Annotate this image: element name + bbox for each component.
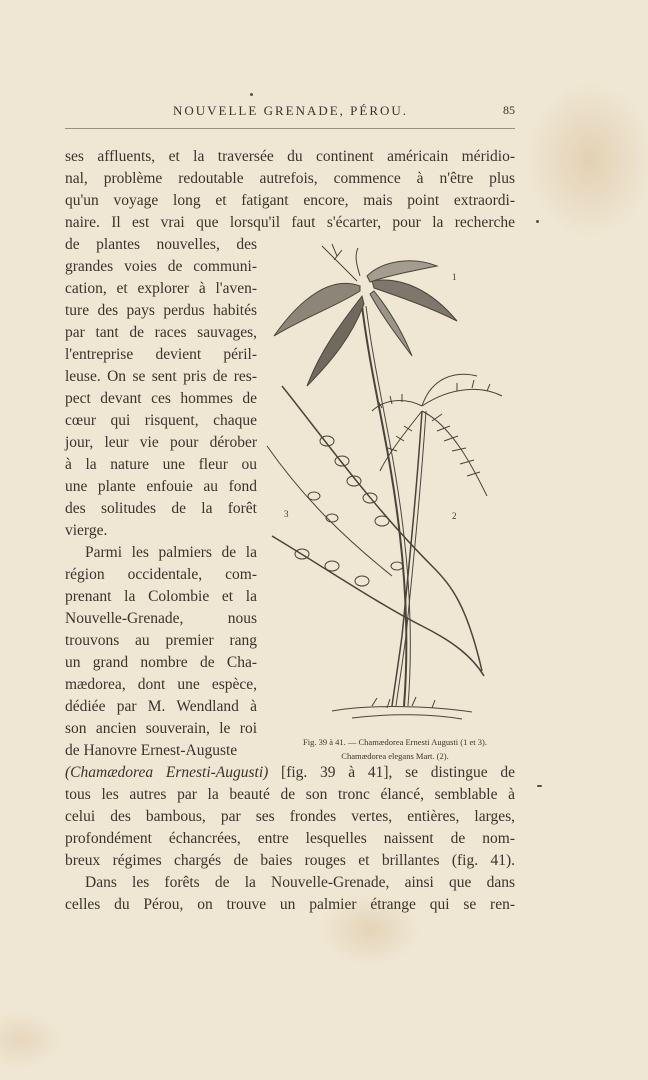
- text-line: région occidentale, com-: [65, 566, 257, 583]
- text-line: trouvons au premier rang: [65, 632, 257, 649]
- text-line: pect devant ces hommes de: [65, 390, 257, 407]
- text-line: ture des pays perdus habités: [65, 302, 257, 319]
- ink-speck: [537, 785, 542, 787]
- text-line: cœur qui risquent, chaque: [65, 412, 257, 429]
- figure-caption-line-2: Chamædorea elegans Mart. (2).: [341, 751, 449, 761]
- text-line: dédiée par M. Wendland à: [65, 698, 257, 715]
- running-title: NOUVELLE GRENADE, PÉROU.: [173, 103, 409, 118]
- berry: [325, 561, 339, 571]
- figure-label-3: 3: [284, 509, 289, 519]
- palm-stem: [396, 411, 426, 706]
- text-line: leuse. On se sent pris de res-: [65, 368, 257, 385]
- fruiting-branch: [282, 386, 482, 671]
- text-line: profondément échancrées, entre lesquelles naissent de nom-: [65, 830, 515, 847]
- figure-label-2: 2: [452, 511, 457, 521]
- palm-stem: [366, 306, 410, 706]
- text-line: ses affluents, et la traversée du continent américain méridio-: [65, 148, 515, 165]
- text-line: un grand nombre de Cha-: [65, 654, 257, 671]
- species-name: (Chamædorea Ernesti-Augusti): [65, 764, 269, 781]
- text-line: qu'un voyage long et fatigant encore, mais point extraordi-: [65, 192, 515, 209]
- text-line: des solitudes de la forêt: [65, 500, 257, 517]
- text-line: Dans les forêts de la Nouvelle-Grenade, ainsi que dans: [85, 874, 515, 891]
- palm-frond: [356, 248, 360, 276]
- text-line: prenant la Colombie et la: [65, 588, 257, 605]
- text-line: vierge.: [65, 522, 108, 539]
- berry: [391, 562, 403, 570]
- berry: [355, 576, 369, 586]
- text-fragment: [fig. 39 à 41], se distingue de: [281, 764, 515, 781]
- text-line: l'entreprise devient péril-: [65, 346, 257, 363]
- running-header: [65, 103, 515, 123]
- page-number: 85: [503, 103, 515, 117]
- text-line: celles du Pérou, on trouve un palmier étrange qui se ren-: [65, 896, 515, 913]
- frond-leaflets: [378, 380, 490, 476]
- figure-caption-line-1: Fig. 39 à 41. — Chamædorea Ernesti Augusti (1 et 3).: [303, 737, 487, 747]
- text-line: cation, et explorer à l'aven-: [65, 280, 257, 297]
- palm-engraving: [262, 236, 524, 741]
- text-line: grandes voies de communi-: [65, 258, 257, 275]
- berry: [335, 456, 349, 466]
- text-line: nal, problème redoutable autrefois, commence à n'être plus: [65, 170, 515, 187]
- text-line: celui des bambous, par ses frondes vertes, entières, larges,: [65, 808, 515, 825]
- figure-label-1: 1: [452, 272, 457, 282]
- text-line: une plante enfouie au fond: [65, 478, 257, 495]
- palm-frond: [322, 244, 357, 281]
- text-line: de plantes nouvelles, des: [65, 236, 257, 253]
- text-line: par tant de races sauvages,: [65, 324, 257, 341]
- text-line: naire. Il est vrai que lorsqu'il faut s'écarter, pour la recherche: [65, 214, 515, 231]
- ink-speck: [536, 220, 539, 223]
- text-line: jour, leur vie pour dérober: [65, 434, 257, 451]
- text-line: [65, 763, 515, 783]
- text-line: son ancien souverain, le roi: [65, 720, 257, 737]
- ink-speck: [250, 93, 253, 96]
- header-rule: [65, 128, 515, 129]
- text-line: Nouvelle-Grenade, nous: [65, 610, 257, 627]
- text-line: à la nature une fleur ou: [65, 456, 257, 473]
- text-line: Parmi les palmiers de la: [85, 544, 257, 561]
- berry: [375, 516, 389, 526]
- fruiting-branch: [272, 536, 484, 676]
- text-line: mædorea, dont une espèce,: [65, 676, 257, 693]
- text-line: de Hanovre Ernest-Auguste: [65, 742, 238, 759]
- berry: [308, 492, 320, 500]
- ground-tuft: [332, 697, 472, 719]
- text-line: tous les autres par la beauté de son tronc élancé, semblable à: [65, 786, 515, 803]
- palm-frond: [370, 291, 412, 356]
- text-line: breux régimes chargés de baies rouges et brillantes (fig. 41).: [65, 852, 515, 869]
- palm-frond: [367, 261, 437, 282]
